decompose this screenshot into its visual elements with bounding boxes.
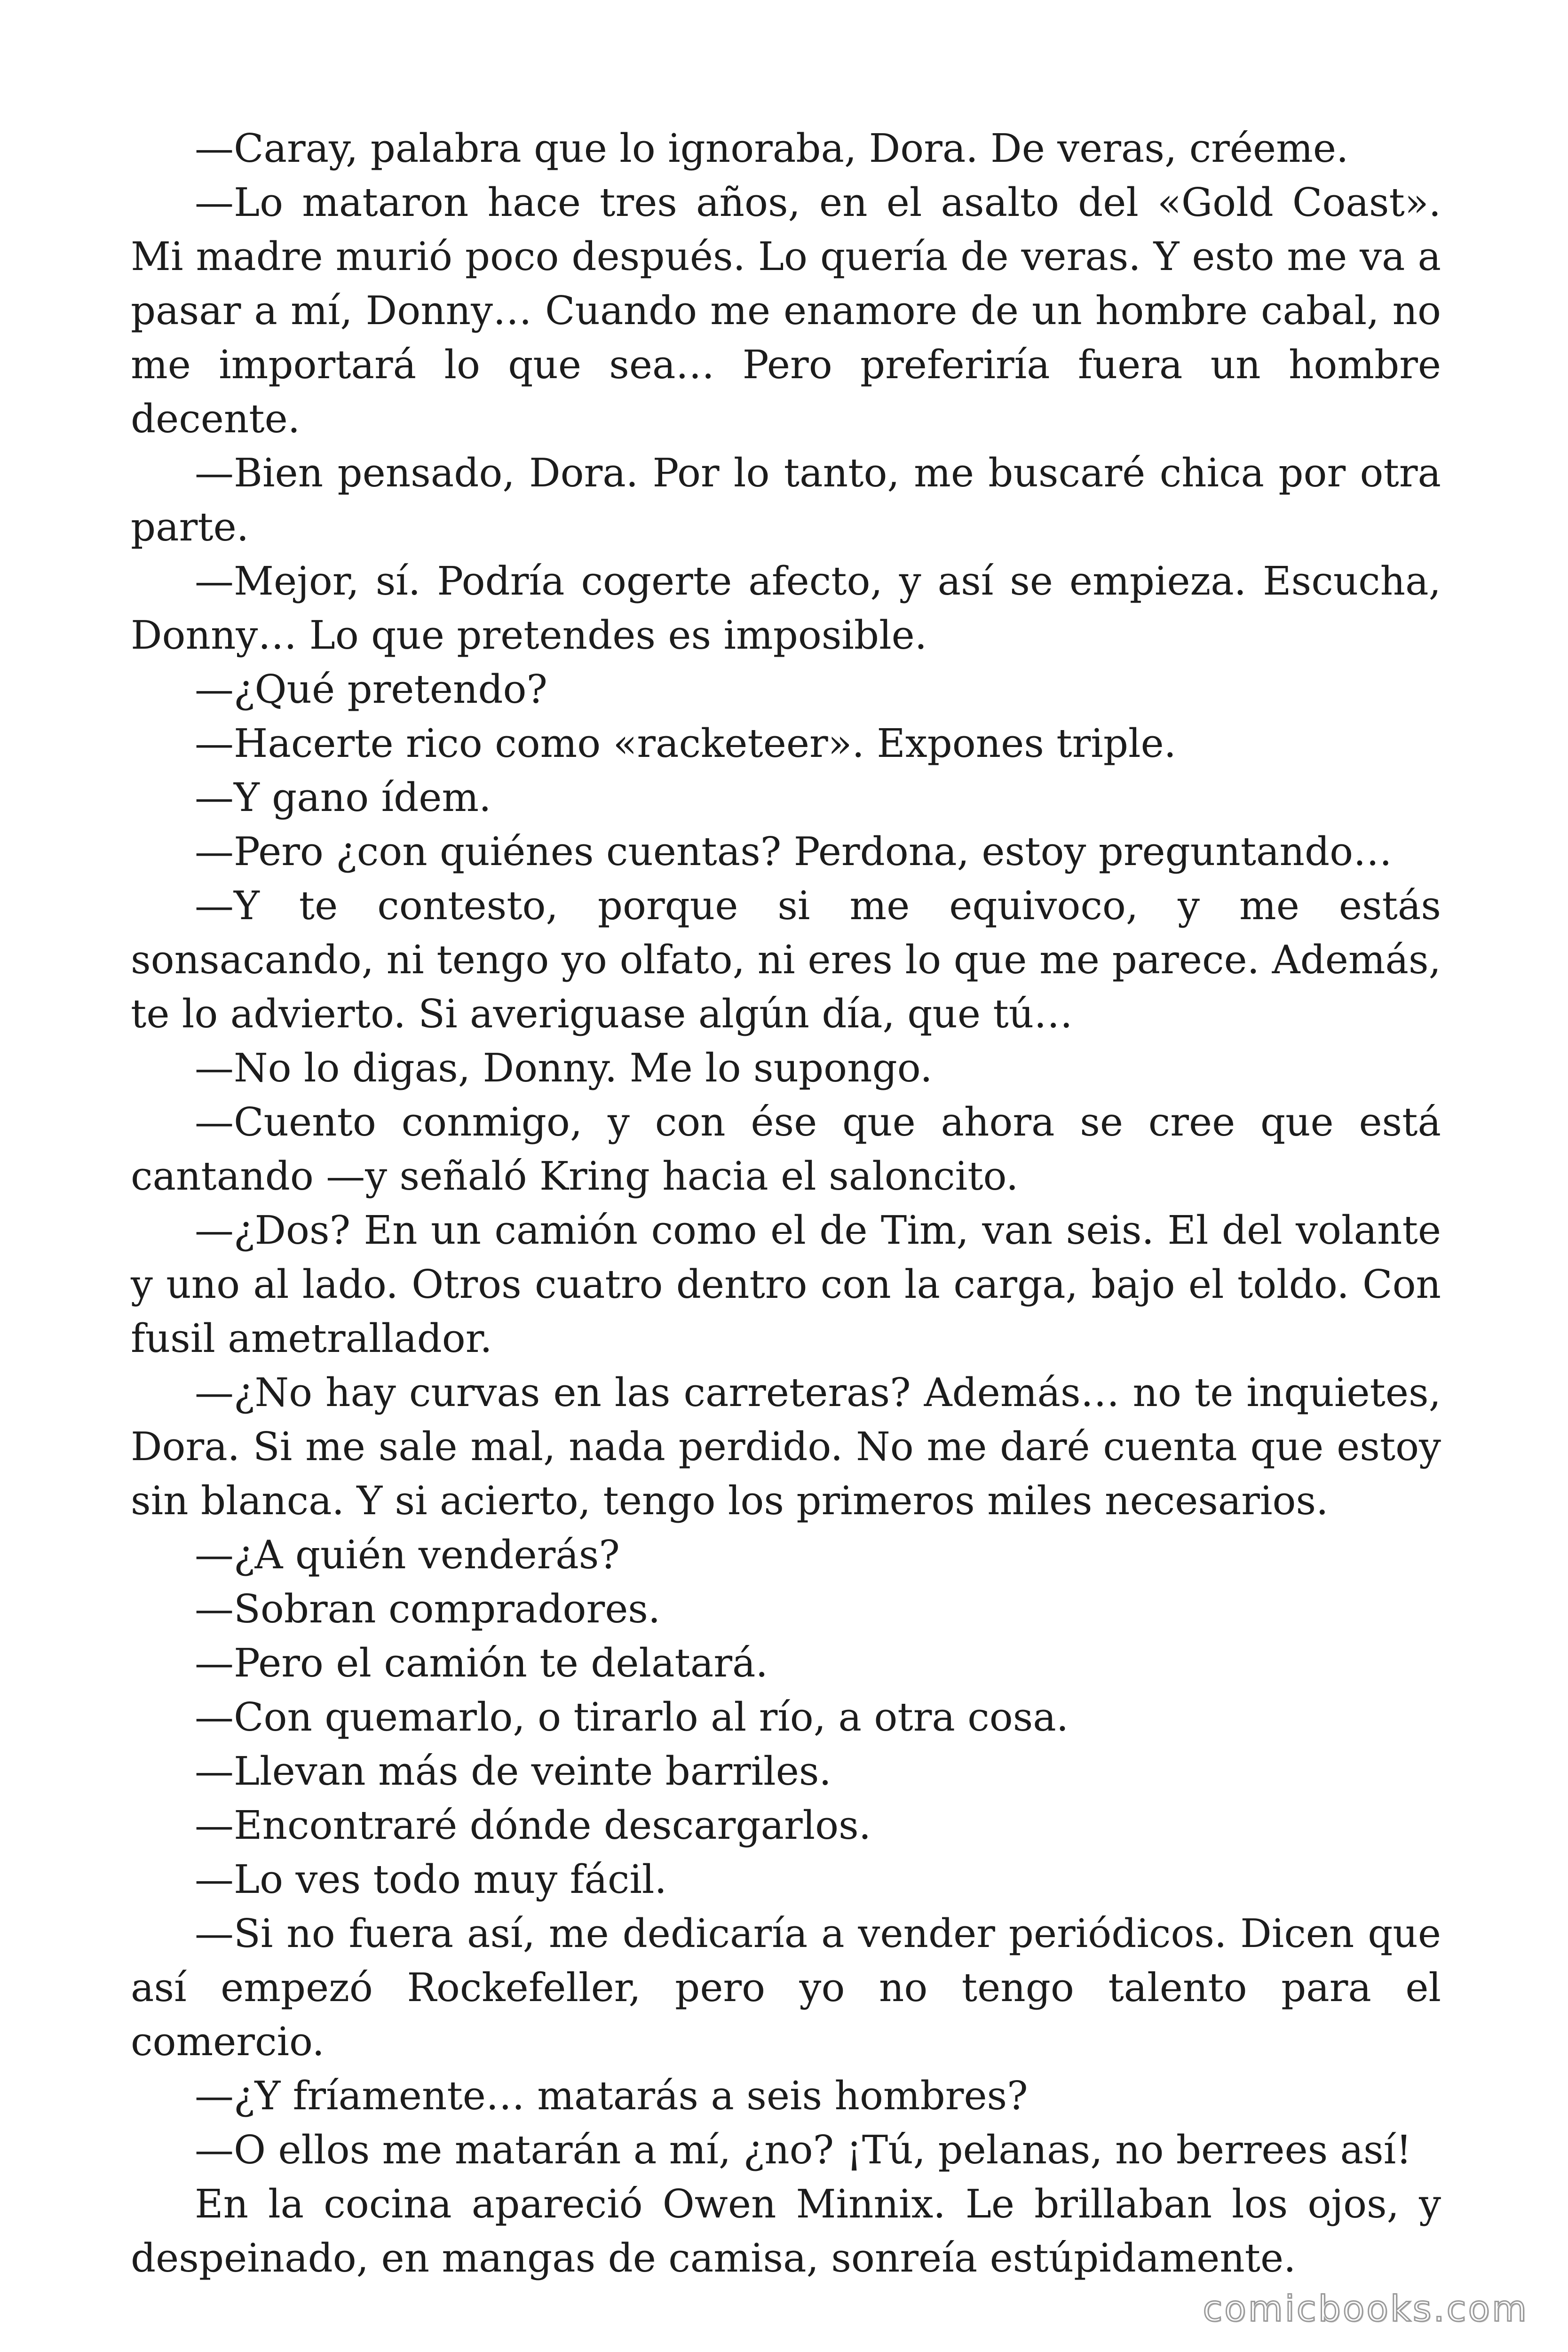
paragraph: En la cocina apareció Owen Minnix. Le brillaban los ojos, y despeinado, en mangas de camisa, sonreía estúpidamente. (131, 2181, 1441, 2281)
paragraph: —¿Dos? En un camión como el de Tim, van seis. El del volante y uno al lado. Otros cuatro dentro con la carga, bajo el toldo. Con fusil ametrallador. (131, 1208, 1441, 1361)
paragraph: —Pero ¿con quiénes cuentas? Perdona, estoy preguntando… (195, 829, 1393, 874)
page-body-text (131, 121, 1441, 2285)
paragraph: —Sobran compradores. (195, 1586, 661, 1632)
paragraph: —Encontraré dónde descargarlos. (195, 1803, 871, 1848)
paragraph: —Bien pensado, Dora. Por lo tanto, me buscaré chica por otra parte. (131, 450, 1441, 550)
paragraph: —Con quemarlo, o tirarlo al río, a otra cosa. (195, 1694, 1069, 1740)
paragraph: —Lo mataron hace tres años, en el asalto del «Gold Coast». Mi madre murió poco después. Lo quería de veras. Y esto me va a pasar a mí, Donny… Cuando me enamore de un hombre cabal, no me importará lo que sea… Pero preferiría fuera un hombre decente. (131, 180, 1441, 442)
paragraph: —Hacerte rico como «racketeer». Expones triple. (195, 721, 1177, 766)
paragraph: —Y te contesto, porque si me equivoco, y me estás sonsacando, ni tengo yo olfato, ni eres lo que me parece. Además, te lo advierto. Si averiguase algún día, que tú… (131, 883, 1441, 1037)
paragraph: —¿No hay curvas en las carreteras? Además… no te inquietes, Dora. Si me sale mal, nada perdido. No me daré cuenta que estoy sin blanca. Y si acierto, tengo los primeros miles necesarios. (131, 1370, 1441, 1524)
paragraph: —Cuento conmigo, y con ése que ahora se cree que está cantando —y señaló Kring hacia el saloncito. (131, 1099, 1441, 1199)
paragraph: —No lo digas, Donny. Me lo supongo. (195, 1045, 933, 1091)
paragraph: —Si no fuera así, me dedicaría a vender periódicos. Dicen que así empezó Rockefeller, pero yo no tengo talento para el comercio. (131, 1911, 1441, 2065)
watermark: comicbooks.com (1203, 2288, 1528, 2329)
paragraph: —¿Qué pretendo? (195, 667, 547, 712)
paragraph: —Lo ves todo muy fácil. (195, 1857, 667, 1902)
paragraph: —Caray, palabra que lo ignoraba, Dora. De veras, créeme. (195, 126, 1349, 171)
paragraph: —¿Y fríamente… matarás a seis hombres? (195, 2073, 1028, 2119)
paragraph: —Y gano ídem. (195, 775, 491, 820)
paragraph: —O ellos me matarán a mí, ¿no? ¡Tú, pelanas, no berrees así! (195, 2127, 1412, 2173)
paragraph: —¿A quién venderás? (195, 1532, 620, 1578)
paragraph: —Pero el camión te delatará. (195, 1640, 768, 1686)
paragraph: —Mejor, sí. Podría cogerte afecto, y así se empieza. Escucha, Donny… Lo que pretendes es imposible. (131, 558, 1441, 658)
paragraph: —Llevan más de veinte barriles. (195, 1748, 832, 1794)
